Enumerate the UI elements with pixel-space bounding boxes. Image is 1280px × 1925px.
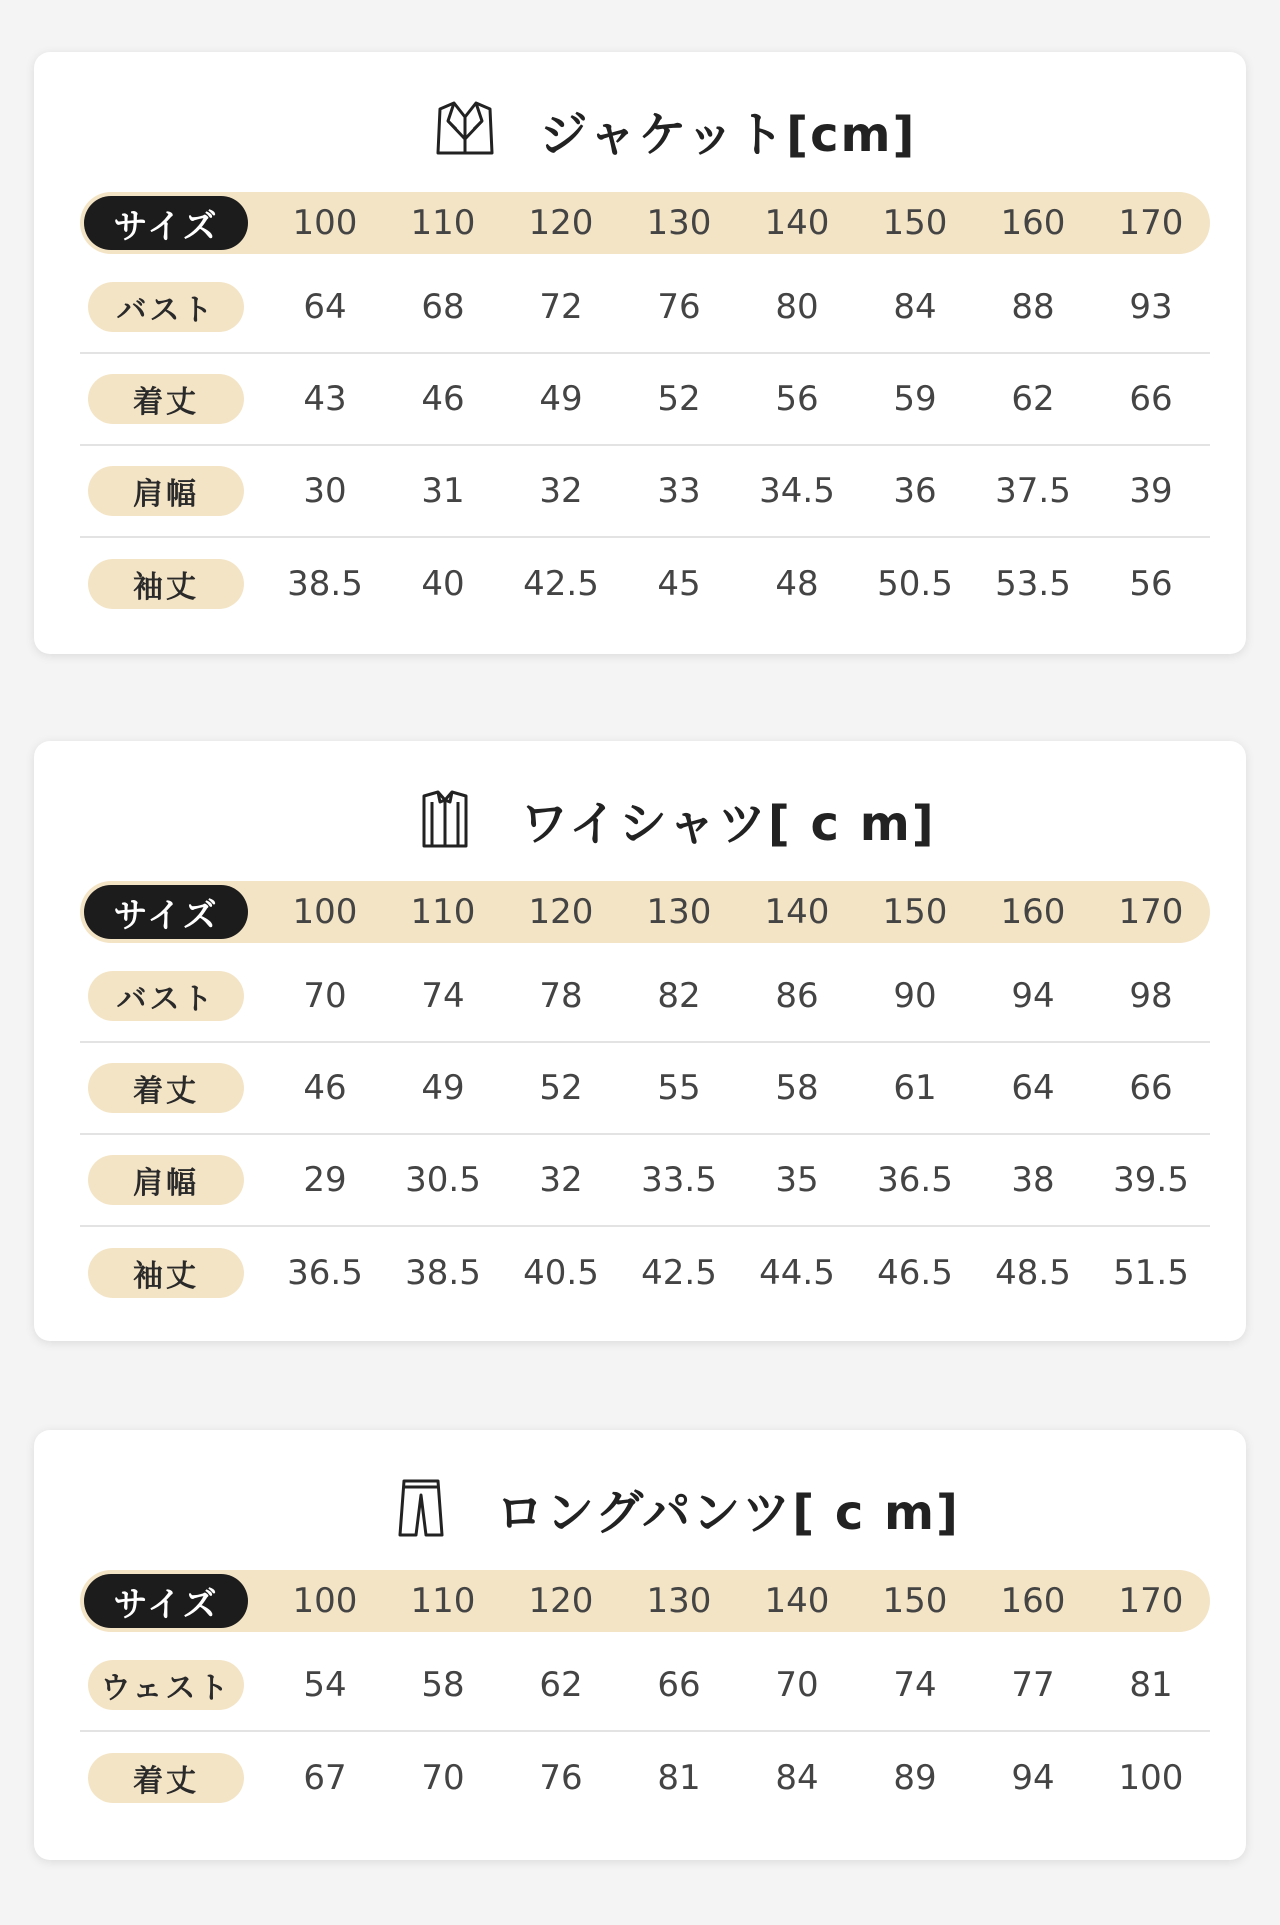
row-label: 着丈 — [88, 1063, 244, 1113]
jacket-row-length — [80, 354, 1210, 446]
size-cell: 120 — [528, 892, 594, 932]
size-cell: 130 — [646, 203, 712, 243]
value-cell: 70 — [421, 1758, 465, 1798]
row-label: 袖丈 — [88, 559, 244, 609]
value-cell: 76 — [539, 1758, 583, 1798]
value-cell: 68 — [421, 287, 465, 327]
value-cell: 74 — [421, 976, 465, 1016]
row-label: 着丈 — [88, 374, 244, 424]
value-cell: 90 — [893, 976, 937, 1016]
row-label: 着丈 — [88, 1753, 244, 1803]
size-cell: 130 — [646, 1581, 712, 1621]
value-cell: 49 — [421, 1068, 465, 1108]
value-cell: 34.5 — [759, 471, 835, 511]
pants-title: ロングパンツ[ c m] — [496, 1484, 960, 1541]
shirt-grid — [80, 881, 1210, 1319]
size-cell: 100 — [292, 1581, 358, 1621]
size-cell: 140 — [764, 203, 830, 243]
value-cell: 46 — [303, 1068, 347, 1108]
value-cell: 35 — [775, 1160, 819, 1200]
jacket-row-bust — [80, 262, 1210, 354]
jacket-row-sleeve — [80, 538, 1210, 630]
value-cell: 56 — [775, 379, 819, 419]
value-cell: 39.5 — [1113, 1160, 1189, 1200]
row-label: 袖丈 — [88, 1248, 244, 1298]
value-cell: 50.5 — [877, 564, 953, 604]
pants-size-table — [34, 1430, 1246, 1860]
value-cell: 59 — [893, 379, 937, 419]
value-cell: 29 — [303, 1160, 347, 1200]
value-cell: 38.5 — [287, 564, 363, 604]
value-cell: 62 — [1011, 379, 1055, 419]
value-cell: 52 — [657, 379, 701, 419]
shirt-row-sleeve — [80, 1227, 1210, 1319]
value-cell: 30 — [303, 471, 347, 511]
size-cell: 170 — [1118, 1581, 1184, 1621]
value-cell: 89 — [893, 1758, 937, 1798]
value-cell: 30.5 — [405, 1160, 481, 1200]
jacket-size-table — [34, 52, 1246, 654]
jacket-title: ジャケット[cm] — [539, 106, 917, 163]
size-label: サイズ — [84, 885, 248, 939]
value-cell: 74 — [893, 1665, 937, 1705]
row-label: 肩幅 — [88, 1155, 244, 1205]
value-cell: 31 — [421, 471, 465, 511]
pants-row-length — [80, 1732, 1210, 1824]
value-cell: 48.5 — [995, 1253, 1071, 1293]
size-cell: 120 — [528, 1581, 594, 1621]
size-cell: 100 — [292, 892, 358, 932]
size-cell: 150 — [882, 892, 948, 932]
shirt-title-row — [104, 779, 1246, 859]
shirt-row-length — [80, 1043, 1210, 1135]
value-cell: 42.5 — [641, 1253, 717, 1293]
size-cell: 160 — [1000, 1581, 1066, 1621]
value-cell: 32 — [539, 471, 583, 511]
size-cell: 100 — [292, 203, 358, 243]
value-cell: 100 — [1118, 1758, 1184, 1798]
value-cell: 37.5 — [995, 471, 1071, 511]
value-cell: 44.5 — [759, 1253, 835, 1293]
value-cell: 94 — [1011, 976, 1055, 1016]
value-cell: 66 — [1129, 379, 1173, 419]
value-cell: 62 — [539, 1665, 583, 1705]
value-cell: 64 — [1011, 1068, 1055, 1108]
value-cell: 54 — [303, 1665, 347, 1705]
size-header-row — [80, 1570, 1210, 1632]
value-cell: 32 — [539, 1160, 583, 1200]
value-cell: 40.5 — [523, 1253, 599, 1293]
value-cell: 40 — [421, 564, 465, 604]
value-cell: 46.5 — [877, 1253, 953, 1293]
shirt-row-bust — [80, 951, 1210, 1043]
pants-title-row — [104, 1468, 1246, 1548]
size-cell: 130 — [646, 892, 712, 932]
value-cell: 58 — [421, 1665, 465, 1705]
size-cell: 170 — [1118, 203, 1184, 243]
size-header-row — [80, 192, 1210, 254]
size-cell: 140 — [764, 1581, 830, 1621]
value-cell: 55 — [657, 1068, 701, 1108]
shirt-row-shoulder — [80, 1135, 1210, 1227]
value-cell: 67 — [303, 1758, 347, 1798]
value-cell: 70 — [303, 976, 347, 1016]
row-label: バスト — [88, 971, 244, 1021]
value-cell: 82 — [657, 976, 701, 1016]
pants-grid — [80, 1570, 1210, 1824]
row-label: 肩幅 — [88, 466, 244, 516]
value-cell: 61 — [893, 1068, 937, 1108]
shirt-icon — [414, 788, 476, 850]
value-cell: 94 — [1011, 1758, 1055, 1798]
value-cell: 36 — [893, 471, 937, 511]
size-header-row — [80, 881, 1210, 943]
size-cell: 160 — [1000, 203, 1066, 243]
size-cell: 150 — [882, 203, 948, 243]
value-cell: 76 — [657, 287, 701, 327]
value-cell: 81 — [1129, 1665, 1173, 1705]
value-cell: 33 — [657, 471, 701, 511]
value-cell: 33.5 — [641, 1160, 717, 1200]
pants-row-waist — [80, 1640, 1210, 1732]
value-cell: 88 — [1011, 287, 1055, 327]
size-cell: 110 — [410, 203, 476, 243]
row-label: ウェスト — [88, 1660, 244, 1710]
value-cell: 72 — [539, 287, 583, 327]
value-cell: 52 — [539, 1068, 583, 1108]
value-cell: 86 — [775, 976, 819, 1016]
size-cell: 160 — [1000, 892, 1066, 932]
value-cell: 48 — [775, 564, 819, 604]
value-cell: 38.5 — [405, 1253, 481, 1293]
pants-icon — [390, 1477, 452, 1539]
value-cell: 36.5 — [287, 1253, 363, 1293]
value-cell: 93 — [1129, 287, 1173, 327]
value-cell: 98 — [1129, 976, 1173, 1016]
value-cell: 46 — [421, 379, 465, 419]
shirt-title: ワイシャツ[ c m] — [520, 795, 936, 852]
value-cell: 53.5 — [995, 564, 1071, 604]
shirt-size-table — [34, 741, 1246, 1341]
jacket-icon — [434, 99, 496, 161]
value-cell: 43 — [303, 379, 347, 419]
value-cell: 38 — [1011, 1160, 1055, 1200]
value-cell: 64 — [303, 287, 347, 327]
value-cell: 84 — [893, 287, 937, 327]
value-cell: 51.5 — [1113, 1253, 1189, 1293]
jacket-grid — [80, 192, 1210, 630]
value-cell: 42.5 — [523, 564, 599, 604]
size-cell: 170 — [1118, 892, 1184, 932]
value-cell: 49 — [539, 379, 583, 419]
size-label: サイズ — [84, 196, 248, 250]
value-cell: 80 — [775, 287, 819, 327]
value-cell: 56 — [1129, 564, 1173, 604]
size-cell: 140 — [764, 892, 830, 932]
value-cell: 45 — [657, 564, 701, 604]
value-cell: 70 — [775, 1665, 819, 1705]
size-cell: 120 — [528, 203, 594, 243]
value-cell: 36.5 — [877, 1160, 953, 1200]
value-cell: 84 — [775, 1758, 819, 1798]
value-cell: 39 — [1129, 471, 1173, 511]
value-cell: 78 — [539, 976, 583, 1016]
size-cell: 110 — [410, 1581, 476, 1621]
value-cell: 77 — [1011, 1665, 1055, 1705]
row-label: バスト — [88, 282, 244, 332]
jacket-title-row — [104, 90, 1246, 170]
value-cell: 58 — [775, 1068, 819, 1108]
size-cell: 150 — [882, 1581, 948, 1621]
value-cell: 66 — [657, 1665, 701, 1705]
value-cell: 66 — [1129, 1068, 1173, 1108]
size-cell: 110 — [410, 892, 476, 932]
jacket-row-shoulder — [80, 446, 1210, 538]
size-label: サイズ — [84, 1574, 248, 1628]
value-cell: 81 — [657, 1758, 701, 1798]
